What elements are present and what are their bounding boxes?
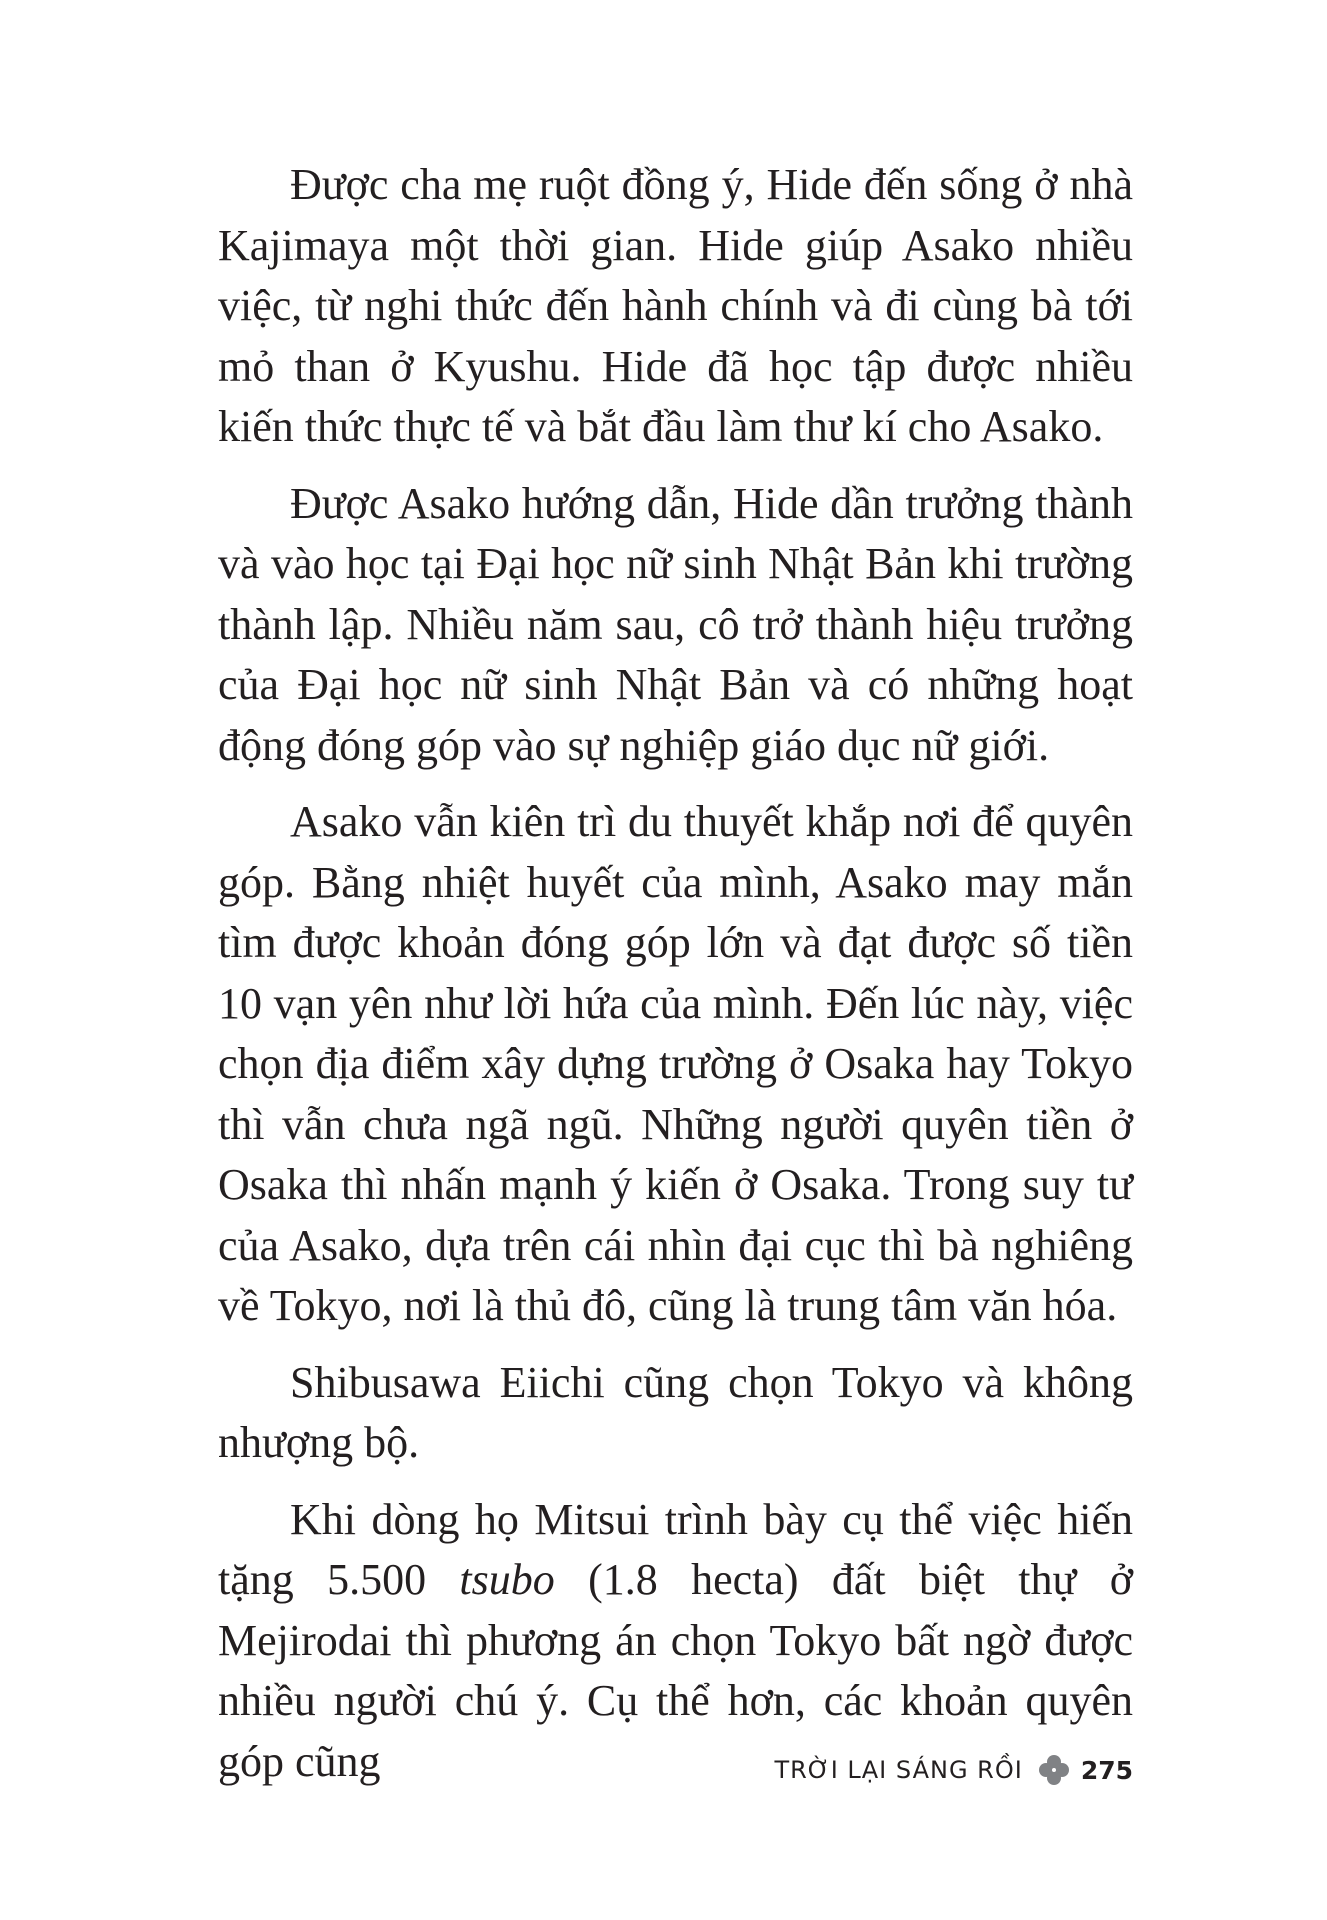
- paragraph-4: Shibusawa Eiichi cũng chọn Tokyo và không nhượng bộ.: [218, 1357, 1133, 1467]
- page-footer: [774, 1753, 1133, 1787]
- paragraph-1: Được cha mẹ ruột đồng ý, Hide đến sống ở nhà Kajimaya một thời gian. Hide giúp Asako nhiều việc, từ nghi thức đến hành chính và đi cùng bà tới mỏ than ở Kyushu. Hide đã học tập được nhiều kiến thức thực tế và bắt đầu làm thư kí cho Asako.: [218, 160, 1133, 451]
- clover-icon: [1037, 1753, 1071, 1787]
- paragraph-3: Asako vẫn kiên trì du thuyết khắp nơi để quyên góp. Bằng nhiệt huyết của mình, Asako may mắn tìm được khoản đóng góp lớn và đạt được số tiền 10 vạn yên như lời hứa của mình. Đến lúc này, việc chọn địa điểm xây dựng trường ở Osaka hay Tokyo thì vẫn chưa ngã ngũ. Những người quyên tiền ở Osaka thì nhấn mạnh ý kiến ở Osaka. Trong suy tư của Asako, dựa trên cái nhìn đại cục thì bà nghiêng về Tokyo, nơi là thủ đô, cũng là trung tâm văn hóa.: [218, 797, 1133, 1330]
- paragraph-2: Được Asako hướng dẫn, Hide dần trưởng thành và vào học tại Đại học nữ sinh Nhật Bản khi trường thành lập. Nhiều năm sau, cô trở thành hiệu trưởng của Đại học nữ sinh Nhật Bản và có những hoạt động đóng góp vào sự nghiệp giáo dục nữ giới.: [218, 478, 1133, 770]
- paragraph-5-end: (1.8 hecta) đất biệt thự ở Mejirodai thì phương án chọn Tokyo bất ngờ được nhiều người chú ý. Cụ thể hơn, các khoản quyên góp cũng: [218, 1555, 1133, 1786]
- paragraph-5: [218, 1490, 1133, 1793]
- paragraph-5-start: Khi dòng họ Mitsui trình bày cụ thể việc hiến tặng 5.500: [218, 1494, 1133, 1604]
- page-number: 275: [1080, 1755, 1133, 1785]
- italic-term: tsubo: [459, 1555, 555, 1604]
- running-title: TRỜI LẠI SÁNG RỒI: [774, 1756, 1023, 1784]
- body-text: [218, 155, 1133, 1808]
